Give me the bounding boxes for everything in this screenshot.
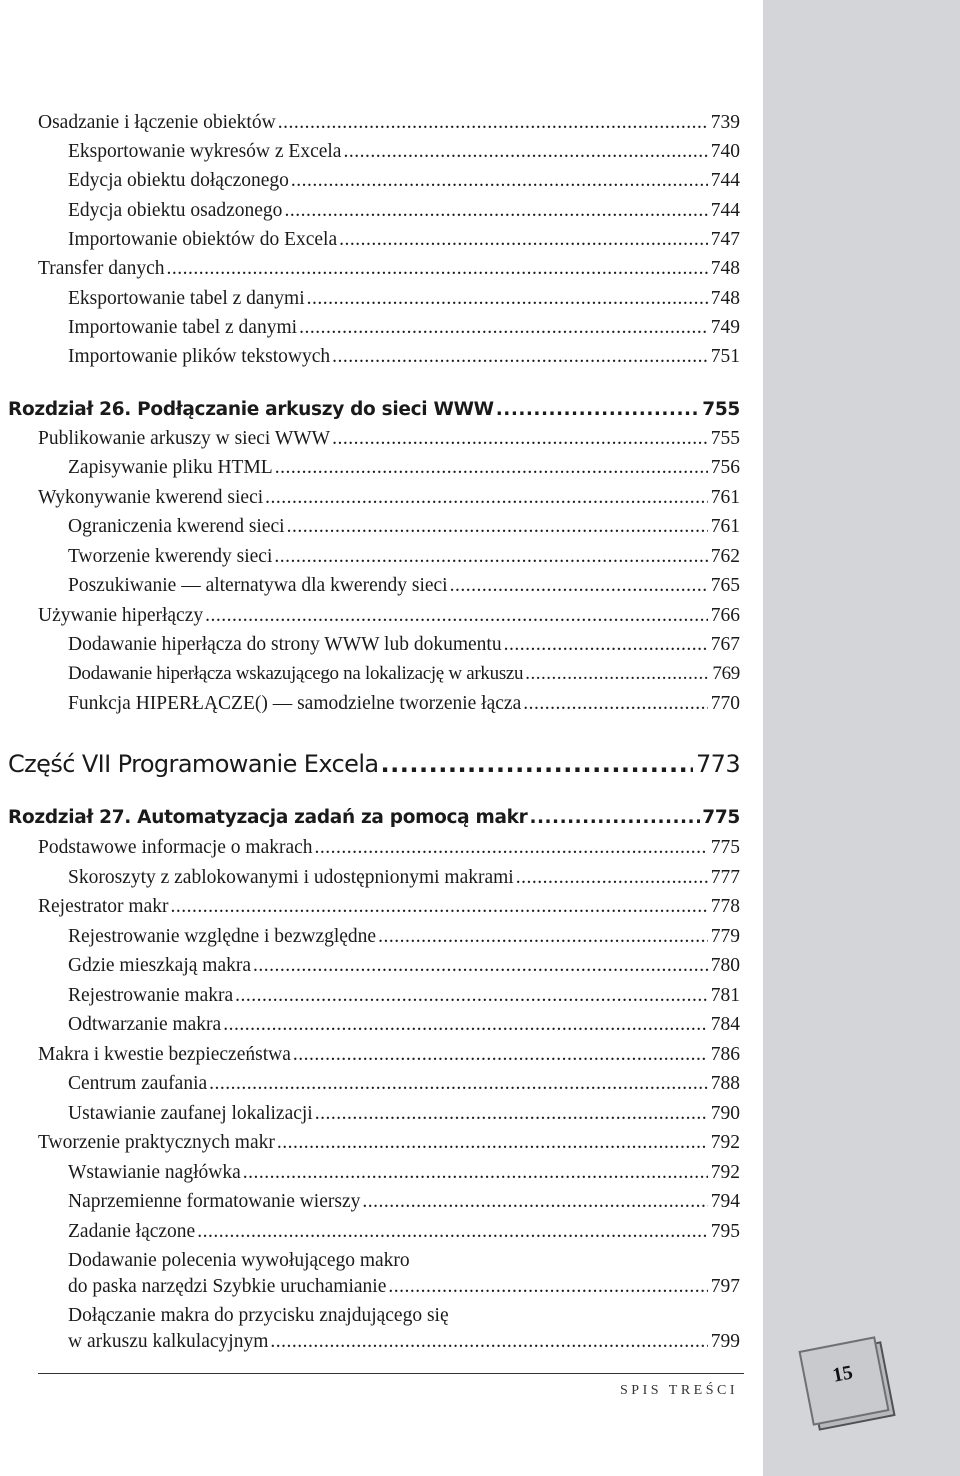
toc-entry-title: Importowanie plików tekstowych [68, 346, 331, 367]
dot-leader [388, 1274, 707, 1300]
toc-entry-title: Rejestrowanie makra [68, 985, 234, 1006]
toc-entry-title: Zapisywanie pliku HTML [68, 457, 273, 478]
dot-leader [291, 166, 708, 195]
toc-entry-page: 751 [710, 346, 740, 367]
toc-entry[interactable] [68, 922, 740, 951]
toc-entry-page: 766 [710, 605, 740, 626]
toc-entry-title: Dodawanie polecenia wywołującego makro [68, 1250, 410, 1271]
toc-entry-title-continued: w arkuszu kalkulacyjnym [68, 1331, 269, 1352]
toc-entry-page: 770 [710, 693, 740, 714]
dot-leader [287, 512, 708, 541]
toc-entry-page: 792 [710, 1132, 740, 1153]
dot-leader [293, 1040, 708, 1069]
dot-leader [529, 803, 700, 832]
toc-entry[interactable] [68, 1158, 740, 1187]
dot-leader [205, 601, 708, 630]
toc-entry-page: 762 [710, 546, 740, 567]
toc-entry-page: 755 [710, 428, 740, 449]
chapter-page: 775 [702, 807, 740, 828]
toc-entry[interactable] [68, 166, 740, 195]
toc-entry-page: 765 [710, 575, 740, 596]
toc-entry-title: Makra i kwestie bezpieczeństwa [38, 1044, 291, 1065]
toc-entry-page: 794 [710, 1191, 740, 1212]
part-heading[interactable] [8, 744, 740, 784]
toc-entry[interactable] [68, 630, 740, 659]
dot-leader [381, 744, 693, 784]
dot-leader [378, 922, 708, 951]
toc-entry-page: 781 [710, 985, 740, 1006]
dot-leader [332, 342, 708, 371]
toc-entry-title: Dodawanie hiperłącza wskazującego na lokalizację w arkuszu [68, 663, 524, 684]
dot-leader [274, 542, 707, 571]
toc-entry[interactable] [68, 863, 740, 892]
toc-entry[interactable] [68, 689, 740, 718]
toc-entry-title: Poszukiwanie — alternatywa dla kwerendy sieci [68, 575, 448, 596]
toc-entry[interactable] [68, 225, 740, 254]
page-number-badge [798, 1336, 889, 1425]
toc-entry-page: 744 [710, 170, 740, 191]
toc-entry[interactable] [68, 951, 740, 980]
toc-entry-page: 761 [710, 516, 740, 537]
dot-leader [278, 108, 708, 137]
toc-entry[interactable] [68, 1303, 740, 1357]
toc-entry[interactable] [68, 1099, 740, 1128]
toc-entry-page: 786 [710, 1044, 740, 1065]
toc-entry-page: 777 [710, 867, 740, 888]
toc-entry-title: Dodawanie hiperłącza do strony WWW lub dokumentu [68, 634, 502, 655]
toc-entry-page: 780 [710, 955, 740, 976]
toc-entry-page: 747 [710, 229, 740, 250]
toc-entry[interactable] [68, 1069, 740, 1098]
toc-entry-page: 748 [710, 258, 740, 279]
dot-leader [315, 833, 708, 862]
dot-leader [315, 1099, 708, 1128]
toc-entry[interactable] [38, 254, 740, 283]
toc-entry-title: Gdzie mieszkają makra [68, 955, 251, 976]
dot-leader [362, 1187, 707, 1216]
dot-leader [504, 630, 708, 659]
dot-leader [343, 137, 707, 166]
toc-entry-title: Rejestrator makr [38, 896, 169, 917]
toc-entry-page: 748 [710, 288, 740, 309]
toc-entry-title: Naprzemienne formatowanie wierszy [68, 1191, 361, 1212]
dot-leader [270, 1329, 707, 1355]
chapter-heading[interactable] [8, 803, 740, 832]
toc-entry-title: Wykonywanie kwerend sieci [38, 487, 264, 508]
dot-leader [339, 225, 708, 254]
dot-leader [516, 863, 708, 892]
toc-entry[interactable] [68, 342, 740, 371]
toc-entry-page: 744 [710, 200, 740, 221]
toc-entry-title-continued: do paska narzędzi Szybkie uruchamianie [68, 1276, 387, 1297]
toc-entry-title: Wstawianie nagłówka [68, 1162, 241, 1183]
dot-leader [243, 1158, 708, 1187]
dot-leader [496, 395, 701, 424]
toc-entry-title: Dołączanie makra do przycisku znajdującego się [68, 1305, 449, 1326]
toc-entry-page: 797 [710, 1276, 740, 1297]
toc-entry-title: Skoroszyty z zablokowanymi i udostępnionymi makrami [68, 867, 514, 888]
toc-entry-title: Importowanie tabel z danymi [68, 317, 298, 338]
toc-entry[interactable] [68, 1217, 740, 1246]
toc-entry[interactable] [38, 833, 740, 862]
toc-entry-title: Zadanie łączone [68, 1221, 196, 1242]
part-page: 773 [695, 750, 740, 778]
toc-entry-page: 788 [710, 1073, 740, 1094]
part-title: Część VII Programowanie Excela [8, 750, 379, 778]
toc-entry-page: 740 [710, 141, 740, 162]
toc-entry-page: 784 [710, 1014, 740, 1035]
dot-leader [223, 1010, 708, 1039]
toc-entry-page: 779 [710, 926, 740, 947]
dot-leader [275, 453, 708, 482]
dot-leader [284, 196, 707, 225]
toc-entry[interactable] [68, 284, 740, 313]
toc-entry-title: Tworzenie kwerendy sieci [68, 546, 273, 567]
toc-entry-page: 761 [710, 487, 740, 508]
toc-entry-page: 799 [710, 1331, 740, 1352]
toc-entry-title: Odtwarzanie makra [68, 1014, 222, 1035]
chapter-heading[interactable] [8, 395, 740, 424]
toc-entry-title: Ustawianie zaufanej lokalizacji [68, 1103, 313, 1124]
toc-entry-title: Tworzenie praktycznych makr [38, 1132, 275, 1153]
toc-entry-page: 775 [710, 837, 740, 858]
toc-entry-page: 739 [710, 112, 740, 133]
toc-entry-title: Edycja obiektu osadzonego [68, 200, 283, 221]
toc-entry[interactable] [68, 659, 740, 688]
dot-leader [265, 483, 708, 512]
toc-entry-title: Używanie hiperłączy [38, 605, 204, 626]
toc-entry-page: 790 [710, 1103, 740, 1124]
dot-leader [235, 981, 708, 1010]
page-number: 15 [830, 1361, 855, 1387]
toc-entry[interactable] [38, 483, 740, 512]
toc-entry[interactable] [68, 313, 740, 342]
toc-entry[interactable] [68, 453, 740, 482]
toc-entry[interactable] [38, 108, 740, 137]
toc-entry-title: Ograniczenia kwerend sieci [68, 516, 285, 537]
toc-entry-page: 795 [710, 1221, 740, 1242]
toc-entry-title: Edycja obiektu dołączonego [68, 170, 289, 191]
toc-entry-title: Rejestrowanie względne i bezwzględne [68, 926, 377, 947]
toc-entry-title: Osadzanie i łączenie obiektów [38, 112, 276, 133]
toc-entry-title: Eksportowanie wykresów z Excela [68, 141, 342, 162]
toc-entry[interactable] [68, 542, 740, 571]
dot-leader [450, 571, 708, 600]
toc-entry-page: 749 [710, 317, 740, 338]
chapter-title: Rozdział 27. Automatyzacja zadań za pomocą makr [8, 807, 528, 828]
toc-entry[interactable] [68, 1010, 740, 1039]
toc-entry[interactable] [68, 981, 740, 1010]
footer-rule [38, 1373, 744, 1374]
toc-entry[interactable] [38, 1128, 740, 1157]
toc-entry[interactable] [38, 424, 740, 453]
toc-entry-title: Centrum zaufania [68, 1073, 208, 1094]
dot-leader [171, 892, 708, 921]
toc-entry-page: 769 [712, 663, 740, 684]
toc-entry-page: 756 [710, 457, 740, 478]
toc-entry-title: Podstawowe informacje o makrach [38, 837, 313, 858]
toc-entry[interactable] [38, 892, 740, 921]
toc-entry-title: Eksportowanie tabel z danymi [68, 288, 305, 309]
dot-leader [167, 254, 708, 283]
dot-leader [253, 951, 708, 980]
toc-entry-title: Publikowanie arkuszy w sieci WWW [38, 428, 331, 449]
chapter-page: 755 [702, 399, 740, 420]
toc-entry-title: Transfer danych [38, 258, 165, 279]
dot-leader [332, 424, 708, 453]
toc-entry-page: 767 [710, 634, 740, 655]
dot-leader [307, 284, 708, 313]
running-footer-label: SPIS TREŚCI [620, 1383, 738, 1398]
dot-leader [523, 689, 708, 718]
toc-entry[interactable] [68, 571, 740, 600]
toc-entry[interactable] [68, 512, 740, 541]
dot-leader [209, 1069, 708, 1098]
toc-entry[interactable] [68, 196, 740, 225]
toc-entry[interactable] [68, 1248, 740, 1302]
dot-leader [277, 1128, 708, 1157]
chapter-title: Rozdział 26. Podłączanie arkuszy do sieci WWW [8, 399, 494, 420]
toc-entry-title: Importowanie obiektów do Excela [68, 229, 338, 250]
toc-entry[interactable] [38, 1040, 740, 1069]
toc-entry[interactable] [38, 601, 740, 630]
toc-entry-title: Funkcja HIPERŁĄCZE() — samodzielne tworzenie łącza [68, 693, 522, 714]
toc-entry[interactable] [68, 1187, 740, 1216]
dot-leader [197, 1217, 708, 1246]
dot-leader [525, 659, 709, 688]
toc-entry-page: 778 [710, 896, 740, 917]
dot-leader [299, 313, 708, 342]
toc-entry[interactable] [68, 137, 740, 166]
toc-entry-page: 792 [710, 1162, 740, 1183]
